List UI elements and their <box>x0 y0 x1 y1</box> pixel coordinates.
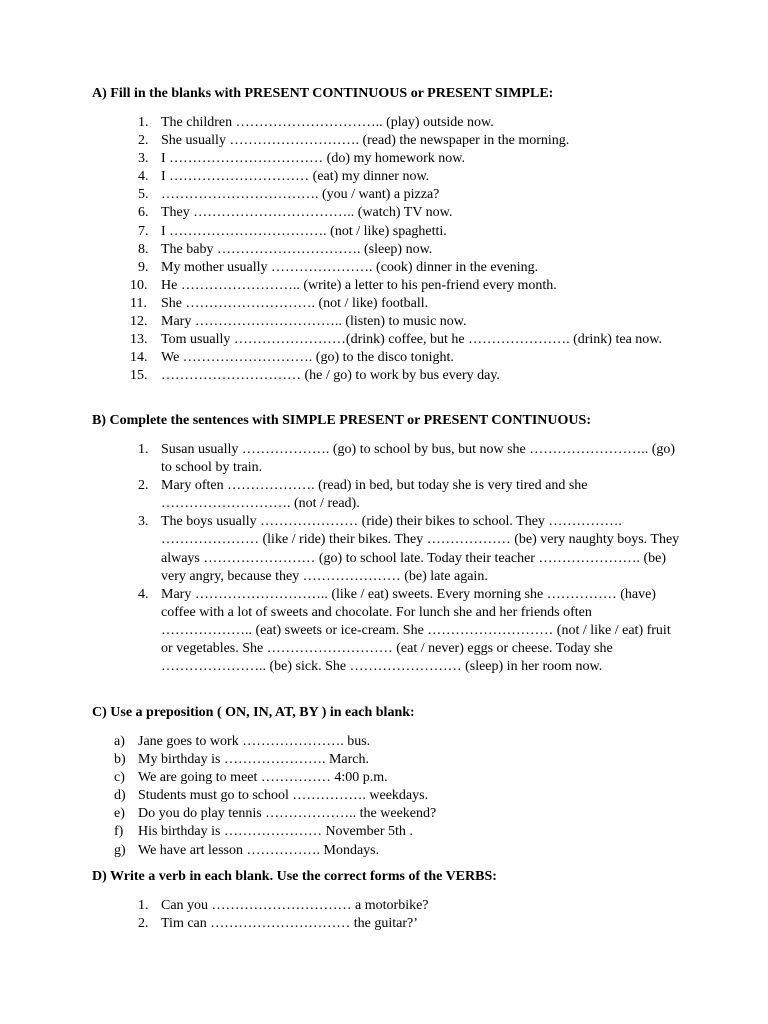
item-text: My mother usually …………………. (cook) dinner in the evening. <box>161 259 539 275</box>
item-text: His birthday is ………………… November 5th . <box>138 824 413 840</box>
list-item <box>92 168 682 186</box>
item-letter: d) <box>114 788 126 804</box>
list-item <box>92 842 682 860</box>
list-item <box>92 769 682 787</box>
item-text: The children ………………………….. (play) outside now. <box>161 115 494 130</box>
section-b-list <box>92 441 682 676</box>
list-item <box>92 823 682 841</box>
item-text: Tim can ………………………… the guitar?’ <box>161 916 418 932</box>
item-text: Susan usually ………………. (go) to school by bus, but now she …………………….. (go) to school by train. <box>161 442 676 476</box>
item-text: He …………………….. (write) a letter to his pen-friend every month. <box>161 277 557 293</box>
item-text: Students must go to school ……………. weekdays. <box>138 788 429 804</box>
list-item <box>92 513 682 585</box>
item-text: Do you do play tennis ……………….. the weekend? <box>138 806 437 822</box>
item-number: 2. <box>138 133 149 149</box>
list-item <box>92 787 682 805</box>
item-text: I ……………………………. (not / like) spaghetti. <box>161 223 447 239</box>
item-number: 9. <box>138 259 149 275</box>
item-text: Tom usually ……………………(drink) coffee, but he …………………. (drink) tea now. <box>161 332 662 348</box>
item-number: 5. <box>138 187 149 203</box>
item-text: My birthday is …………………. March. <box>138 752 369 768</box>
item-text: The baby …………………………. (sleep) now. <box>161 241 433 257</box>
item-number: 4. <box>138 169 149 185</box>
section-d-list <box>92 897 682 933</box>
list-item <box>92 132 682 150</box>
item-number: 3. <box>138 514 149 530</box>
item-text: She ………………………. (not / like) football. <box>161 295 429 311</box>
item-text: ………………………… (he / go) to work by bus every day. <box>161 368 500 384</box>
item-number: 11. <box>130 295 147 311</box>
section-a-title: A) Fill in the blanks with PRESENT CONTINUOUS or PRESENT SIMPLE: <box>92 86 554 101</box>
item-text: We have art lesson ……………. Mondays. <box>138 842 380 858</box>
item-text: I ………………………… (eat) my dinner now. <box>161 169 430 185</box>
item-text: Mary ………………………….. (listen) to music now. <box>161 314 467 330</box>
section-d-title: D) Write a verb in each blank. Use the correct forms of the VERBS: <box>92 869 497 884</box>
item-number: 12. <box>130 314 148 330</box>
item-letter: a) <box>114 734 125 749</box>
section-c-title: C) Use a preposition ( ON, IN, AT, BY ) in each blank: <box>92 705 415 720</box>
item-number: 15. <box>130 368 148 384</box>
item-letter: g) <box>114 842 126 858</box>
list-item <box>92 897 682 915</box>
list-item <box>92 349 682 367</box>
list-item <box>92 751 682 769</box>
item-number: 2. <box>138 916 149 932</box>
item-text: Can you ………………………… a motorbike? <box>161 898 429 913</box>
item-text: The boys usually ………………… (ride) their bikes to school. They ……………. ………………… (like / ride) their bikes. They ……………… (be) very naughty boys. They always …………………… (go) to school late. Today their teacher …………………. (be) very angry, because they ………………… (be) late again. <box>161 514 680 584</box>
item-number: 6. <box>138 205 149 221</box>
item-text: Mary ……………………….. (like / eat) sweets. Every morning she …………… (have) coffee with a lot of sweets and chocolate. For lunch she and her friends often ……………….. (eat) sweets or ice-cream. She ……………………… (not / like / eat) fruit or vegetables. She ……………………… (eat / never) eggs or cheese. Today she ………………….. (be) sick. She …………………… (sleep) in her room now. <box>161 586 671 675</box>
item-text: I …………………………… (do) my homework now. <box>161 151 465 167</box>
section-b-title: B) Complete the sentences with SIMPLE PRESENT or PRESENT CONTINUOUS: <box>92 413 591 428</box>
list-item <box>92 441 682 477</box>
item-letter: c) <box>114 770 125 786</box>
list-item <box>92 331 682 349</box>
item-text: Jane goes to work …………………. bus. <box>138 734 371 749</box>
item-number: 1. <box>138 442 149 457</box>
item-number: 8. <box>138 241 149 257</box>
item-number: 3. <box>138 151 149 167</box>
list-item <box>92 313 682 331</box>
item-text: ……………………………. (you / want) a pizza? <box>161 187 440 203</box>
item-number: 1. <box>138 898 149 913</box>
item-number: 4. <box>138 586 149 602</box>
item-text: Mary often ………………. (read) in bed, but today she is very tired and she ………………………. (not / read). <box>161 478 588 512</box>
item-number: 7. <box>138 223 149 239</box>
list-item <box>92 241 682 259</box>
list-item <box>92 295 682 313</box>
section-a-list <box>92 114 682 385</box>
item-number: 10. <box>130 277 148 293</box>
item-text: We are going to meet …………… 4:00 p.m. <box>138 770 388 786</box>
list-item <box>92 277 682 295</box>
item-number: 2. <box>138 478 149 494</box>
item-text: She usually ………………………. (read) the newspaper in the morning. <box>161 133 570 149</box>
item-letter: f) <box>114 824 124 840</box>
item-number: 14. <box>130 350 148 366</box>
list-item <box>92 150 682 168</box>
list-item <box>92 733 682 751</box>
item-letter: e) <box>114 806 125 822</box>
item-text: They …………………………….. (watch) TV now. <box>161 205 453 221</box>
list-item <box>92 805 682 823</box>
section-c-list <box>92 733 682 860</box>
list-item <box>92 259 682 277</box>
item-text: We ………………………. (go) to the disco tonight. <box>161 350 454 366</box>
list-item <box>92 915 682 933</box>
item-number: 1. <box>138 115 149 130</box>
list-item <box>92 367 682 385</box>
list-item <box>92 204 682 222</box>
list-item <box>92 586 682 676</box>
item-letter: b) <box>114 752 126 768</box>
list-item <box>92 223 682 241</box>
list-item <box>92 114 682 132</box>
list-item <box>92 186 682 204</box>
item-number: 13. <box>130 332 148 348</box>
list-item <box>92 477 682 513</box>
